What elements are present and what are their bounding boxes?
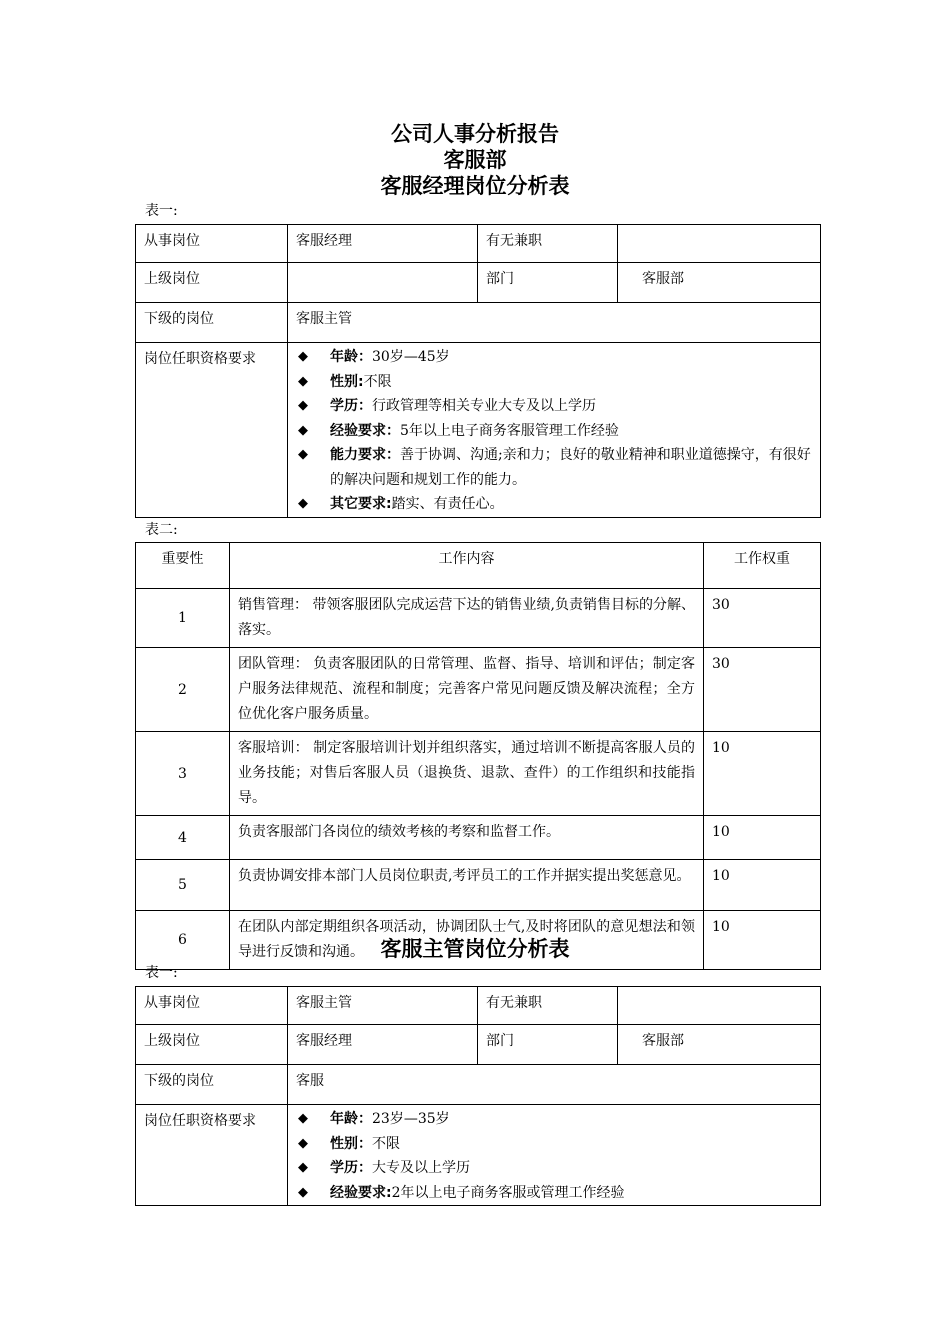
duty-content: 负责客服部门各岗位的绩效考核的考察和监督工作。	[230, 816, 704, 860]
duty-importance: 5	[136, 860, 230, 911]
list-item: ◆ 学历：大专及以上学历	[296, 1156, 812, 1181]
label-requirements: 岗位任职资格要求	[136, 1105, 288, 1206]
label-subordinate: 下级的岗位	[136, 1065, 288, 1105]
value-subordinate: 客服	[288, 1065, 821, 1105]
header-content: 工作内容	[230, 543, 704, 589]
requirements-cell	[288, 1105, 821, 1206]
table-row	[136, 1025, 821, 1065]
value-department: 客服部	[618, 263, 821, 303]
value-department: 客服部	[618, 1025, 821, 1065]
table-row	[136, 543, 821, 589]
value-concurrent	[618, 225, 821, 263]
list-item: ◆ 其它要求:踏实、有责任心。	[296, 492, 812, 517]
table-row	[136, 1065, 821, 1105]
duty-weight: 10	[704, 816, 821, 860]
manager-duties-table	[135, 542, 821, 970]
diamond-bullet-icon: ◆	[298, 349, 308, 364]
diamond-bullet-icon: ◆	[298, 398, 308, 413]
duty-weight: 30	[704, 589, 821, 648]
duty-content: 销售管理： 带领客服团队完成运营下达的销售业绩,负责销售目标的分解、落实。	[230, 589, 704, 648]
table-row	[136, 648, 821, 732]
label-superior: 上级岗位	[136, 263, 288, 303]
table-row	[136, 225, 821, 263]
list-item: ◆ 经验要求：5年以上电子商务客服管理工作经验	[296, 419, 812, 444]
value-subordinate: 客服主管	[288, 303, 821, 343]
diamond-bullet-icon: ◆	[298, 447, 308, 462]
supervisor-table1-caption: 表一:	[145, 965, 178, 981]
label-concurrent: 有无兼职	[478, 225, 618, 263]
label-superior: 上级岗位	[136, 1025, 288, 1065]
table-row	[136, 343, 821, 518]
duty-importance: 4	[136, 816, 230, 860]
header-weight: 工作权重	[704, 543, 821, 589]
table-row	[136, 860, 821, 911]
duty-content: 团队管理： 负责客服团队的日常管理、监督、指导、培训和评估；制定客户服务法律规范、流程和制度；完善客户常见问题反馈及解决流程；全方位优化客户服务质量。	[230, 648, 704, 732]
duty-importance: 3	[136, 732, 230, 816]
manager-section-title: 客服经理岗位分析表	[380, 174, 570, 198]
duty-importance: 1	[136, 589, 230, 648]
diamond-bullet-icon: ◆	[298, 496, 308, 511]
value-superior	[288, 263, 478, 303]
diamond-bullet-icon: ◆	[298, 422, 308, 438]
report-title: 公司人事分析报告	[391, 122, 559, 146]
list-item: ◆ 学历：行政管理等相关专业大专及以上学历	[296, 394, 812, 419]
department-title: 客服部	[443, 148, 507, 172]
value-superior: 客服经理	[288, 1025, 478, 1065]
value-position: 客服经理	[288, 225, 478, 263]
supervisor-section-title: 客服主管岗位分析表	[380, 937, 570, 961]
table-row	[136, 987, 821, 1025]
list-item: ◆ 能力要求：善于协调、沟通;亲和力；良好的敬业精神和职业道德操守，有很好的解决问题和规划工作的能力。	[296, 443, 812, 492]
requirements-list	[296, 1107, 812, 1205]
list-item: ◆ 性别：不限	[296, 1132, 812, 1157]
requirements-list	[296, 345, 812, 517]
label-department: 部门	[478, 263, 618, 303]
label-subordinate: 下级的岗位	[136, 303, 288, 343]
header-importance: 重要性	[136, 543, 230, 589]
duty-weight: 30	[704, 648, 821, 732]
label-concurrent: 有无兼职	[478, 987, 618, 1025]
duty-importance: 6	[136, 911, 230, 970]
diamond-bullet-icon: ◆	[298, 1160, 308, 1175]
requirements-cell	[288, 343, 821, 518]
value-concurrent	[618, 987, 821, 1025]
table-row	[136, 816, 821, 860]
label-department: 部门	[478, 1025, 618, 1065]
manager-info-table	[135, 224, 821, 518]
table-row	[136, 732, 821, 816]
manager-table1-caption: 表一:	[145, 203, 178, 219]
duty-weight: 10	[704, 860, 821, 911]
duty-content: 在团队内部定期组织各项活动，协调团队士气,及时将团队的意见想法和领导进行反馈和沟通。	[230, 911, 704, 970]
diamond-bullet-icon: ◆	[298, 1184, 308, 1200]
table-row	[136, 589, 821, 648]
diamond-bullet-icon: ◆	[298, 1111, 308, 1126]
duty-weight: 10	[704, 911, 821, 970]
table-row	[136, 303, 821, 343]
label-position: 从事岗位	[136, 987, 288, 1025]
diamond-bullet-icon: ◆	[298, 1135, 308, 1151]
table-row	[136, 263, 821, 303]
label-position: 从事岗位	[136, 225, 288, 263]
label-requirements: 岗位任职资格要求	[136, 343, 288, 518]
value-position: 客服主管	[288, 987, 478, 1025]
manager-table2-caption: 表二:	[145, 522, 178, 538]
list-item: ◆ 性别:不限	[296, 370, 812, 395]
duty-weight: 10	[704, 732, 821, 816]
list-item: ◆ 年龄：30岁—45岁	[296, 345, 812, 370]
duty-content: 客服培训： 制定客服培训计划并组织落实，通过培训不断提高客服人员的业务技能；对售后客服人员（退换货、退款、查件）的工作组织和技能指导。	[230, 732, 704, 816]
list-item: ◆ 经验要求:2年以上电子商务客服或管理工作经验	[296, 1181, 812, 1206]
table-row	[136, 1105, 821, 1206]
supervisor-info-table	[135, 986, 821, 1206]
list-item: ◆ 年龄：23岁—35岁	[296, 1107, 812, 1132]
diamond-bullet-icon: ◆	[298, 373, 308, 389]
duty-content: 负责协调安排本部门人员岗位职责,考评员工的工作并据实提出奖惩意见。	[230, 860, 704, 911]
duty-importance: 2	[136, 648, 230, 732]
